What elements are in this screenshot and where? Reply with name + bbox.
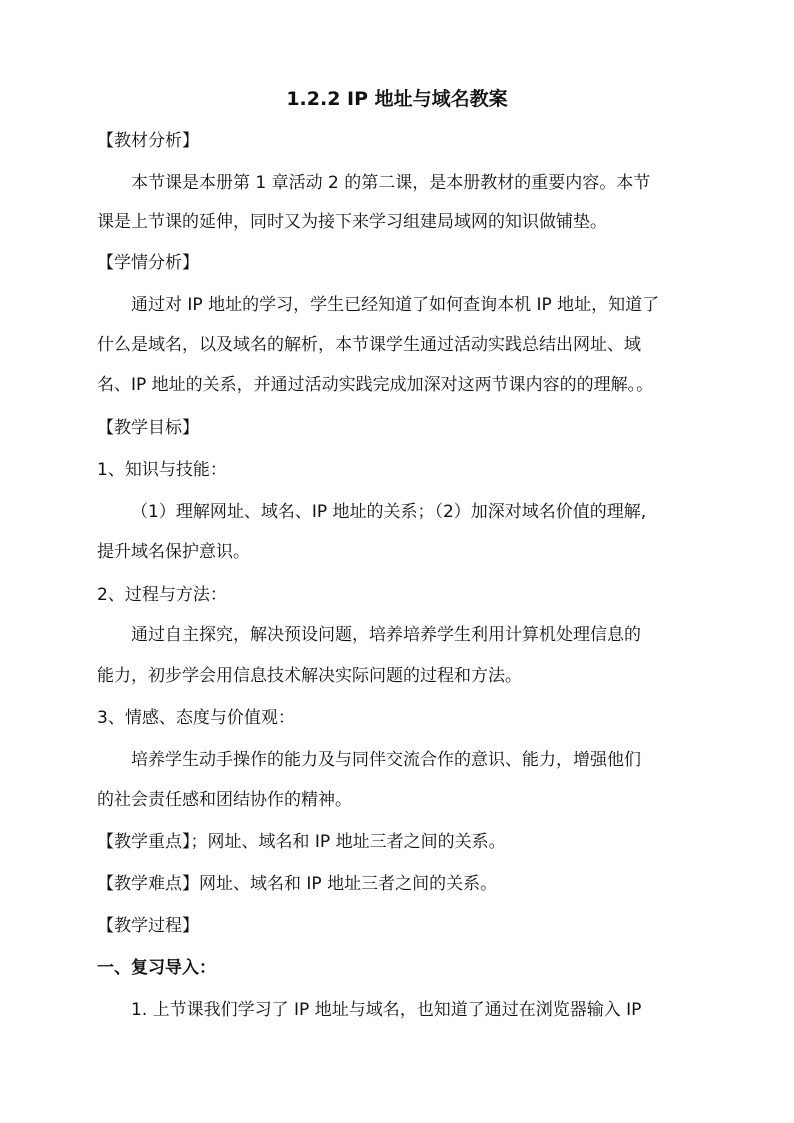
difficult-point-line: 【教学难点】网址、域名和 IP 地址三者之间的关系。 — [97, 874, 498, 894]
paragraph-line: 通过自主探究，解决预设问题，培养培养学生利用计算机处理信息的 — [131, 625, 641, 645]
paragraph-line: 通过对 IP 地址的学习，学生已经知道了如何查询本机 IP 地址，知道了 — [131, 295, 660, 315]
subsection-heading-review: 一、复习导入： — [97, 958, 216, 978]
section-heading-textbook-analysis: 【教材分析】 — [97, 131, 199, 151]
paragraph-line: 的社会责任感和团结协作的精神。 — [97, 790, 352, 810]
paragraph-line: 名、IP 地址的关系，并通过活动实践完成加深对这两节课内容的的理解。。 — [97, 375, 654, 395]
paragraph-line: 培养学生动手操作的能力及与同伴交流合作的意识、能力，增强他们 — [131, 750, 641, 770]
list-heading: 2、过程与方法： — [97, 585, 227, 605]
paragraph-line: 1. 上节课我们学习了 IP 地址与域名，也知道了通过在浏览器输入 IP — [131, 1000, 642, 1020]
list-heading: 3、情感、态度与价值观： — [97, 708, 295, 728]
list-heading: 1、知识与技能： — [97, 460, 227, 480]
paragraph-line: 本节课是本册第 1 章活动 2 的第二课，是本册教材的重要内容。本节 — [131, 173, 651, 193]
section-heading-teaching-goals: 【教学目标】 — [97, 418, 199, 438]
section-heading-student-analysis: 【学情分析】 — [97, 253, 199, 273]
section-heading-teaching-process: 【教学过程】 — [97, 916, 199, 936]
paragraph-line: （1）理解网址、域名、IP 地址的关系；（2）加深对域名价值的理解, — [131, 502, 647, 522]
key-point-line: 【教学重点】；网址、域名和 IP 地址三者之间的关系。 — [97, 832, 506, 852]
paragraph-line: 提升域名保护意识。 — [97, 542, 250, 562]
page-title: 1.2.2 IP 地址与域名教案 — [286, 88, 508, 110]
paragraph-line: 什么是域名，以及域名的解析，本节课学生通过活动实践总结出网址、域 — [97, 335, 641, 355]
paragraph-line: 能力，初步学会用信息技术解决实际问题的过程和方法。 — [97, 666, 522, 686]
paragraph-line: 课是上节课的延伸，同时又为接下来学习组建局域网的知识做铺垫。 — [97, 212, 607, 232]
